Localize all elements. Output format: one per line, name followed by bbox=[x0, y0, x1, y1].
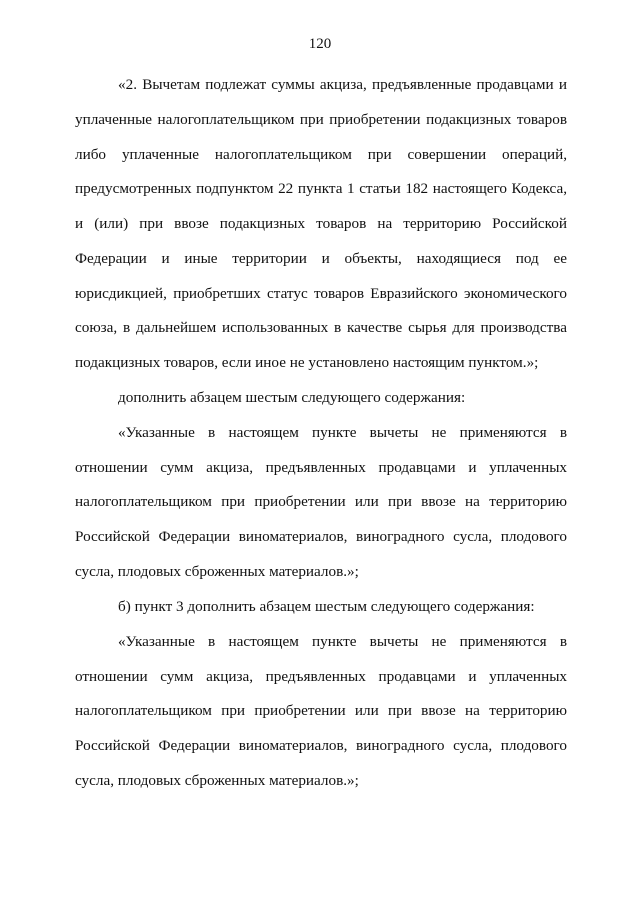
paragraph-line: и (или) при ввозе подакцизных товаров на территорию Российской bbox=[75, 215, 567, 232]
paragraph-line: Российской Федерации виноматериалов, виноградного сусла, плодового bbox=[75, 737, 567, 754]
paragraph-line: отношении сумм акциза, предъявленных продавцами и уплаченных bbox=[75, 459, 567, 476]
paragraph-line: дополнить абзацем шестым следующего содержания: bbox=[118, 389, 466, 406]
paragraph-line: б) пункт 3 дополнить абзацем шестым следующего содержания: bbox=[118, 598, 535, 615]
paragraph-line: подакцизных товаров, если иное не установлено настоящим пунктом.»; bbox=[75, 354, 539, 371]
paragraph-line: отношении сумм акциза, предъявленных продавцами и уплаченных bbox=[75, 668, 567, 685]
paragraph-line: сусла, плодовых сброженных материалов.»; bbox=[75, 772, 359, 789]
page-number: 120 bbox=[308, 36, 332, 52]
paragraph-line: «Указанные в настоящем пункте вычеты не применяются в bbox=[118, 633, 567, 650]
paragraph-line: сусла, плодовых сброженных материалов.»; bbox=[75, 563, 359, 580]
paragraph-line: «Указанные в настоящем пункте вычеты не применяются в bbox=[118, 424, 567, 441]
paragraph-line: юрисдикцией, приобретших статус товаров Евразийского экономического bbox=[75, 285, 567, 302]
paragraph-line: либо уплаченные налогоплательщиком при совершении операций, bbox=[75, 146, 567, 163]
paragraph-line: Российской Федерации виноматериалов, виноградного сусла, плодового bbox=[75, 528, 567, 545]
paragraph-line: налогоплательщиком при приобретении или при ввозе на территорию bbox=[75, 493, 567, 510]
paragraph-line: Федерации и иные территории и объекты, находящиеся под ее bbox=[75, 250, 567, 267]
paragraph-line: предусмотренных подпунктом 22 пункта 1 статьи 182 настоящего Кодекса, bbox=[75, 180, 567, 197]
paragraph-line: уплаченные налогоплательщиком при приобретении подакцизных товаров bbox=[75, 111, 567, 128]
paragraph-line: налогоплательщиком при приобретении или при ввозе на территорию bbox=[75, 702, 567, 719]
paragraph-line: «2. Вычетам подлежат суммы акциза, предъявленные продавцами и bbox=[118, 76, 567, 93]
paragraph-line: союза, в дальнейшем использованных в качестве сырья для производства bbox=[75, 319, 567, 336]
